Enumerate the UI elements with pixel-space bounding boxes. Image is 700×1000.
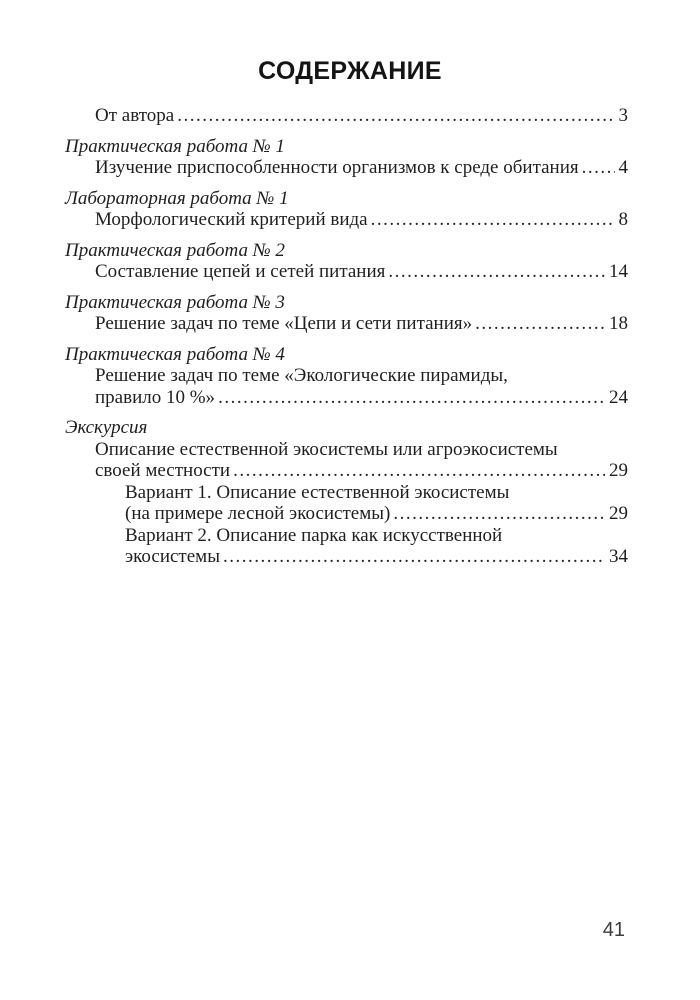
toc-section-heading: Практическая работа № 1	[65, 135, 285, 157]
toc-item-label: От автора	[95, 105, 175, 126]
toc-line	[65, 460, 628, 482]
dot-leader	[177, 105, 614, 127]
toc-entry	[65, 136, 628, 179]
dot-leader	[388, 261, 605, 283]
toc-line	[65, 546, 628, 568]
toc-item-label: Вариант 1. Описание естественной экосистемы	[125, 481, 510, 503]
dot-leader	[582, 157, 615, 179]
toc-line	[65, 439, 628, 461]
toc-item-label: Описание естественной экосистемы или агроэкосистемы	[95, 438, 558, 460]
toc-item-label: Решение задач по теме «Экологические пирамиды,	[95, 365, 508, 386]
page-number: 41	[602, 919, 625, 941]
toc-line	[65, 525, 628, 547]
toc-section-heading: Лабораторная работа № 1	[65, 187, 289, 209]
toc-item-label: Вариант 2. Описание парка как искусственной	[125, 524, 503, 546]
toc-item-page: 3	[618, 105, 628, 126]
toc-section-heading: Экскурсия	[65, 417, 148, 438]
toc-line	[65, 482, 628, 504]
toc-item-page: 34	[609, 546, 628, 567]
toc-section-heading: Практическая работа № 4	[65, 343, 285, 365]
toc-entry	[65, 344, 628, 409]
toc-line	[65, 503, 628, 525]
toc-item-page: 18	[609, 313, 628, 334]
dot-leader	[218, 387, 605, 409]
dot-leader	[371, 209, 615, 231]
toc-entry	[65, 188, 628, 231]
toc-section-heading: Практическая работа № 2	[65, 239, 285, 261]
toc-item-page: 29	[609, 503, 628, 524]
toc-entry	[65, 292, 628, 335]
toc-line	[65, 105, 628, 127]
toc-item-page: 24	[609, 386, 628, 408]
toc-line	[65, 209, 628, 231]
toc-entry	[65, 105, 628, 127]
toc-item-label: Решение задач по теме «Цепи и сети питания»	[95, 313, 473, 334]
dot-leader	[233, 460, 605, 482]
toc-item-label: своей местности	[95, 460, 231, 481]
toc-item-page: 29	[609, 460, 628, 481]
toc-item-label: экосистемы	[125, 546, 220, 567]
dot-leader	[475, 313, 605, 335]
toc-item-page: 4	[618, 157, 628, 178]
dot-leader	[223, 546, 605, 568]
toc-item-page: 14	[609, 261, 628, 282]
toc-line	[65, 261, 628, 283]
toc-item-page: 8	[618, 209, 628, 230]
toc-section-heading: Практическая работа № 3	[65, 291, 285, 313]
toc-line	[65, 313, 628, 335]
dot-leader	[393, 503, 605, 525]
toc-item-label: Составление цепей и сетей питания	[95, 261, 386, 282]
toc-line	[65, 365, 628, 387]
toc-entry	[65, 240, 628, 283]
toc-entry	[65, 417, 628, 568]
toc-line	[65, 387, 628, 409]
toc-item-label: Морфологический критерий вида	[95, 209, 368, 230]
toc-item-label: Изучение приспособленности организмов к среде обитания	[95, 157, 579, 178]
toc-line	[65, 157, 628, 179]
table-of-contents	[65, 105, 628, 568]
toc-item-label: (на примере лесной экосистемы)	[125, 503, 391, 524]
page-title: СОДЕРЖАНИЕ	[258, 57, 442, 85]
toc-item-label: правило 10 %»	[95, 386, 216, 408]
